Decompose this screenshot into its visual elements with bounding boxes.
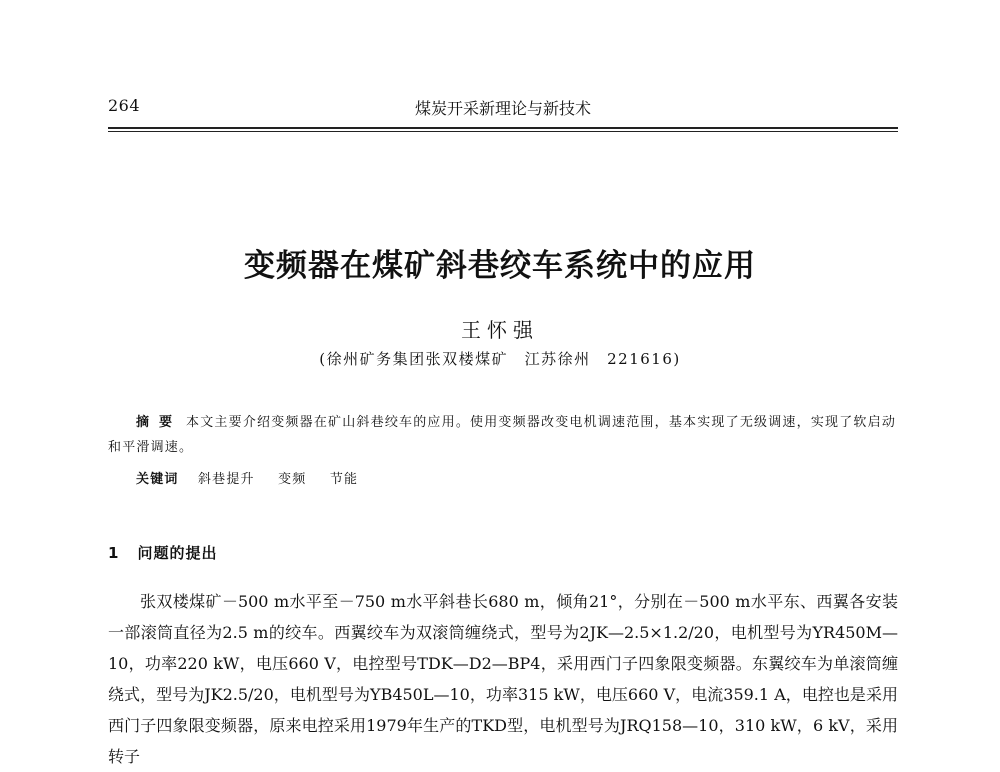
header-rule-thin: [108, 131, 898, 132]
section-heading: [108, 542, 217, 563]
keywords: [136, 468, 376, 487]
abstract-text: 本文主要介绍变频器在矿山斜巷绞车的应用。使用变频器改变电机调速范围，基本实现了无级调速，实现了软启动和平滑调速。: [108, 415, 897, 455]
journal-name: 煤炭开采新理论与新技术: [414, 99, 591, 118]
section-number: 1: [108, 544, 120, 562]
abstract: [108, 410, 898, 460]
article-title: 变频器在煤矿斜巷绞车系统中的应用: [244, 248, 756, 284]
keywords-label: 关键词: [136, 472, 179, 487]
keyword: 斜巷提升: [197, 472, 255, 487]
abstract-label: 摘要: [136, 415, 183, 430]
keyword: 节能: [329, 472, 359, 487]
section-title: 问题的提出: [137, 544, 218, 562]
keyword: 变频: [278, 472, 307, 487]
body-paragraph: 张双楼煤矿－500 m水平至－750 m水平斜巷长680 m，倾角21°，分别在－500 m水平东、西翼各安装一部滚筒直径为2.5 m的绞车。西翼绞车为双滚筒缠绕式，型号为2JK—2.5×1.2/20，电机型号为YR450M—10，功率220 kW，电压660 V，电控型号TDK—D2—BP4，采用西门子四象限变频器。东翼绞车为单滚筒缠绕式，型号为JK2.5/20，电机型号为YB450L—10，功率315 kW，电压660 V，电流359.1 A，电控也是采用西门子四象限变频器，原来电控采用1979年生产的TKD型，电机型号为JRQ158—10，310 kW，6 kV，采用转子: [108, 592, 898, 766]
running-header: [108, 96, 898, 136]
header-rule-thick: [108, 127, 898, 129]
author-affiliation: (徐州矿务集团张双楼煤矿 江苏徐州 221616): [319, 350, 681, 368]
page-number: 264: [108, 96, 141, 115]
author-name: 王怀强: [461, 318, 539, 342]
